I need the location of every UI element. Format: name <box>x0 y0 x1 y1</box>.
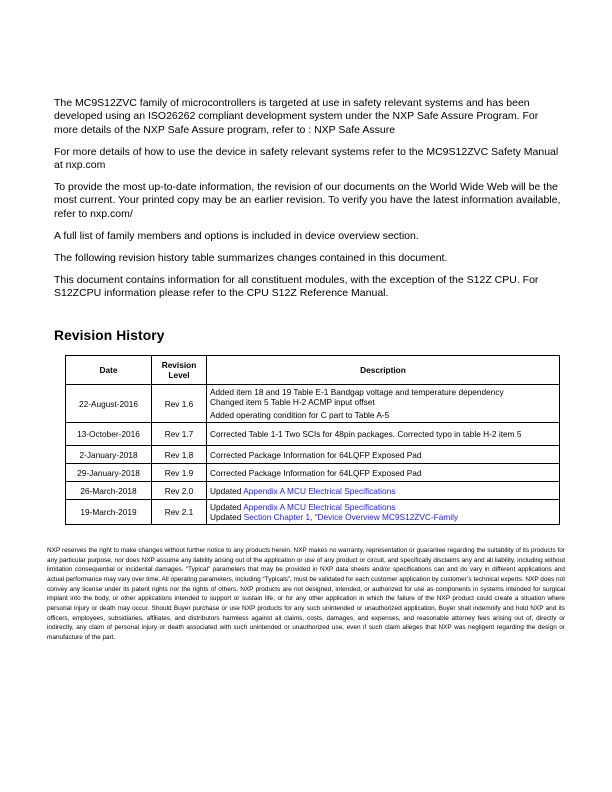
description-line <box>210 410 556 420</box>
description-text: Added operating condition for C part to Table A-5 <box>210 410 390 420</box>
document-cross-reference-link[interactable]: Section Chapter 1, “Device Overview MC9S12ZVC-Family <box>243 512 459 522</box>
description-line <box>210 502 556 512</box>
description-line <box>210 387 556 397</box>
document-cross-reference-link[interactable]: Appendix A MCU Electrical Specifications <box>243 485 396 496</box>
revision-level: Rev 1.6 <box>152 385 207 423</box>
description-text: Updated <box>210 502 244 512</box>
revision-description <box>207 385 560 423</box>
description-text: Corrected Package Information for 64LQFP Exposed Pad <box>210 449 422 460</box>
revision-description <box>207 446 560 464</box>
table-row <box>66 423 560 446</box>
paragraph-family-list: A full list of family members and options is included in device overview section. <box>54 229 419 242</box>
document-cross-reference-link[interactable]: Appendix A MCU Electrical Specifications <box>243 502 396 512</box>
revision-date: 26-March-2018 <box>66 482 152 500</box>
revision-date: 22-August-2016 <box>66 385 152 423</box>
revision-level: Rev 1.7 <box>152 423 207 446</box>
column-header-revision-level: Revision Level <box>152 356 207 385</box>
description-line <box>210 486 556 496</box>
revision-date: 13-October-2016 <box>66 423 152 446</box>
revision-description <box>207 464 560 482</box>
description-text: Updated <box>210 485 244 496</box>
section-heading-revision-history: Revision History <box>54 328 165 343</box>
paragraph-safe-assure: The MC9S12ZVC family of microcontrollers is targeted at use in safety relevant systems and has been developed using an ISO26262 compliant development system under the NXP Safe Assure Program. For more details of the NXP Safe Assure program, refer to : NXP Safe Assure <box>54 97 539 136</box>
table-row <box>66 446 560 464</box>
table-body <box>66 385 560 525</box>
revision-history-table <box>65 355 560 525</box>
revision-level: Rev 2.1 <box>152 500 207 525</box>
table-row <box>66 500 560 525</box>
revision-description <box>207 500 560 525</box>
description-line <box>210 450 556 460</box>
paragraph-revision-summary: The following revision history table summarizes changes contained in this document. <box>54 251 448 264</box>
paragraph-up-to-date: To provide the most up-to-date information, the revision of our documents on the World Wide Web will be the most current. Your printed copy may be an earlier revision. To verify you have the latest information available, refer to nxp.com/ <box>54 181 561 220</box>
table-row <box>66 385 560 423</box>
description-text: Updated <box>210 512 244 522</box>
table-row <box>66 464 560 482</box>
intro-text-block <box>54 97 561 309</box>
revision-date: 19-March-2019 <box>66 500 152 525</box>
revision-level: Rev 2.0 <box>152 482 207 500</box>
column-header-date: Date <box>66 356 152 385</box>
revision-level: Rev 1.8 <box>152 446 207 464</box>
description-text: Added item 18 and 19 Table E-1 Bandgap voltage and temperature dependency <box>210 387 504 397</box>
paragraph-constituent-modules: This document contains information for all constituent modules, with the exception of the S12Z CPU. For S12ZCPU information please refer to the CPU S12Z Reference Manual. <box>54 273 539 299</box>
description-line <box>210 397 556 407</box>
revision-date: 2-January-2018 <box>66 446 152 464</box>
revision-date: 29-January-2018 <box>66 464 152 482</box>
description-text: Changed item 5 Table H-2 ACMP input offset <box>210 397 375 407</box>
legal-disclaimer: NXP reserves the right to make changes without further notice to any products herein. NXP makes no warranty, representation or guarantee regarding the suitability of its products for any particular purpose, nor does NXP assume any liability arising out of the application or use of any product or circuit, and specifically disclaims any and all liability, including without limitation consequential or incidental damages. “Typical” parameters that may be provided in NXP data sheets and/or specifications can and do vary in different applications and actual performance may vary over time. All operating parameters, including “Typicals”, must be validated for each customer application by customer’s technical experts. NXP does not convey any license under its patent rights nor the rights of others. NXP products are not designed, intended, or authorized for use as components in systems intended for surgical implant into the body, or other applications intended to support or sustain life, or for any other application in which the failure of the NXP product could create a situation where personal injury or death may occur. Should Buyer purchase or use NXP products for any such unintended or unauthorized application, Buyer shall indemnify and hold NXP and its officers, employees, subsidiaries, affiliates, and distributors harmless against all claims, costs, damages, and expenses, and reasonable attorney fees arising out of, directly or indirectly, any claim of personal injury or death associated with such unintended or unauthorized use, even if such claim alleges that NXP was negligent regarding the design or manufacture of the part. <box>47 547 565 641</box>
revision-description <box>207 482 560 500</box>
revision-level: Rev 1.9 <box>152 464 207 482</box>
table-header-row <box>66 356 560 385</box>
description-line <box>210 429 556 439</box>
paragraph-safety-manual: For more details of how to use the device in safety relevant systems refer to the MC9S12ZVC Safety Manual at nxp.com <box>54 145 559 172</box>
description-line <box>210 512 556 522</box>
revision-description <box>207 423 560 446</box>
table-row <box>66 482 560 500</box>
column-header-description: Description <box>207 356 560 385</box>
description-line <box>210 468 556 478</box>
description-text: Corrected Table 1-1 Two SCIs for 48pin packages. Corrected typo in table H-2 item 5 <box>210 429 522 439</box>
description-text: Corrected Package Information for 64LQFP Exposed Pad <box>210 467 422 478</box>
